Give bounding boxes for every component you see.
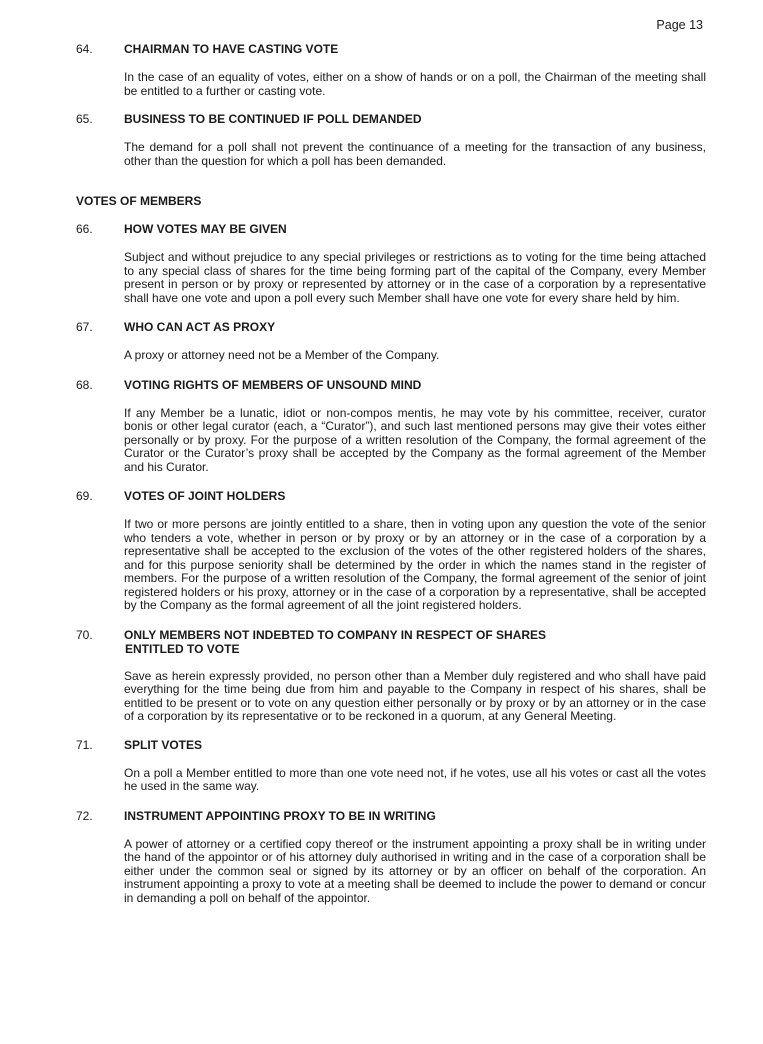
clause-69 — [76, 489, 706, 613]
clause-number: 65. — [76, 112, 93, 126]
clause-66 — [76, 222, 706, 305]
clause-68 — [76, 378, 706, 475]
clause-text: If any Member be a lunatic, idiot or non-compos mentis, he may vote by his committee, receiver, curator bonis or other legal curator (each, a “Curator”), and such last mentioned persons may give their votes either personally or by proxy. For the purpose of a written resolution of the Company, the formal agreement of the Curator or the Curator’s proxy shall be accepted by the Company as the formal agreement of the Member and his Curator. — [124, 405, 706, 474]
clause-text: In the case of an equality of votes, either on a show of hands or on a poll, the Chairman of the meeting shall be entitled to a further or casting vote. — [124, 70, 706, 98]
clause-72 — [76, 809, 706, 906]
document-body — [76, 42, 706, 905]
clause-text: On a poll a Member entitled to more than one vote need not, if he votes, use all his votes or cast all the votes he used in the same way. — [124, 765, 706, 793]
clause-number: 68. — [76, 377, 93, 392]
clause-number: 64. — [76, 42, 93, 56]
clause-71 — [76, 738, 706, 794]
clause-title-line-1: ONLY MEMBERS NOT INDEBTED TO COMPANY IN RESPECT OF SHARES — [124, 627, 547, 642]
clause-title: VOTING RIGHTS OF MEMBERS OF UNSOUND MIND — [124, 377, 422, 392]
clause-title — [124, 628, 546, 656]
clause-heading — [76, 378, 706, 392]
clause-64 — [76, 42, 706, 98]
clause-text: The demand for a poll shall not prevent the continuance of a meeting for the transaction of any business, other than the question for which a poll has been demanded. — [124, 140, 706, 168]
clause-number: 69. — [76, 489, 93, 503]
clause-text: A proxy or attorney need not be a Member of the Company. — [124, 348, 440, 362]
clause-heading — [76, 628, 706, 656]
clause-title: VOTES OF JOINT HOLDERS — [124, 489, 286, 503]
clause-heading — [76, 738, 706, 752]
clause-text: A power of attorney or a certified copy thereof or the instrument appointing a proxy shall be in writing under the hand of the appointor or of his attorney duly authorised in writing and in the case of a corporation shall be either under the common seal or signed by its attorney or by an officer on behalf of the corporation. An instrument appointing a proxy to vote at a meeting shall be deemed to include the power to demand or concur in demanding a poll on behalf of the appointor. — [124, 836, 706, 905]
clause-title: CHAIRMAN TO HAVE CASTING VOTE — [124, 42, 339, 56]
clause-67 — [76, 320, 706, 363]
clause-number: 71. — [76, 737, 93, 752]
clause-65 — [76, 112, 706, 168]
clause-heading — [76, 112, 706, 126]
clause-70 — [76, 628, 706, 724]
clause-text: If two or more persons are jointly entitled to a share, then in voting upon any question the vote of the senior who tenders a vote, whether in person or by proxy or by an attorney or in the case of a corporation by a representative shall be accepted to the exclusion of the votes of the other registered holders of the shares, and for this purpose seniority shall be determined by the order in which the names stand in the register of members. For the purpose of a written resolution of the Company, the formal agreement of the senior of joint registered holders or his proxy, attorney or in the case of a corporation by a representative, shall be accepted by the Company as the formal agreement of all the joint registered holders. — [124, 517, 706, 612]
page-number: Page 13 — [656, 18, 703, 32]
clause-text: Save as herein expressly provided, no person other than a Member duly registered and who shall have paid everything for the time being due from him and payable to the Company in respect of his shares, shall be entitled to be present or to vote on any question either personally or by proxy or by an attorney or in the case of a corporation by its representative or to be reckoned in a quorum, at any General Meeting. — [124, 668, 706, 723]
clause-heading — [76, 809, 706, 823]
clause-number: 70. — [76, 627, 93, 642]
clause-text: Subject and without prejudice to any special privileges or restrictions as to voting for the time being attached to any special class of shares for the time being forming part of the capital of the Company, every Member present in person or by proxy or represented by attorney or in the case of a corporation by a representative shall have one vote and upon a poll every such Member shall have one vote for every share held by him. — [124, 250, 706, 305]
clause-number: 67. — [76, 320, 93, 334]
clause-number: 66. — [76, 222, 93, 236]
clause-heading — [76, 320, 706, 334]
clause-title: INSTRUMENT APPOINTING PROXY TO BE IN WRITING — [124, 808, 436, 823]
clause-title: SPLIT VOTES — [124, 737, 203, 752]
clause-heading — [76, 42, 706, 56]
clause-title: HOW VOTES MAY BE GIVEN — [124, 222, 287, 236]
clause-title: BUSINESS TO BE CONTINUED IF POLL DEMANDED — [124, 112, 422, 126]
clause-title-line-2: ENTITLED TO VOTE — [125, 641, 240, 656]
clause-number: 72. — [76, 808, 93, 823]
section-heading: VOTES OF MEMBERS — [76, 194, 202, 208]
clause-heading — [76, 489, 706, 503]
clause-title: WHO CAN ACT AS PROXY — [124, 320, 276, 334]
clause-heading — [76, 222, 706, 236]
